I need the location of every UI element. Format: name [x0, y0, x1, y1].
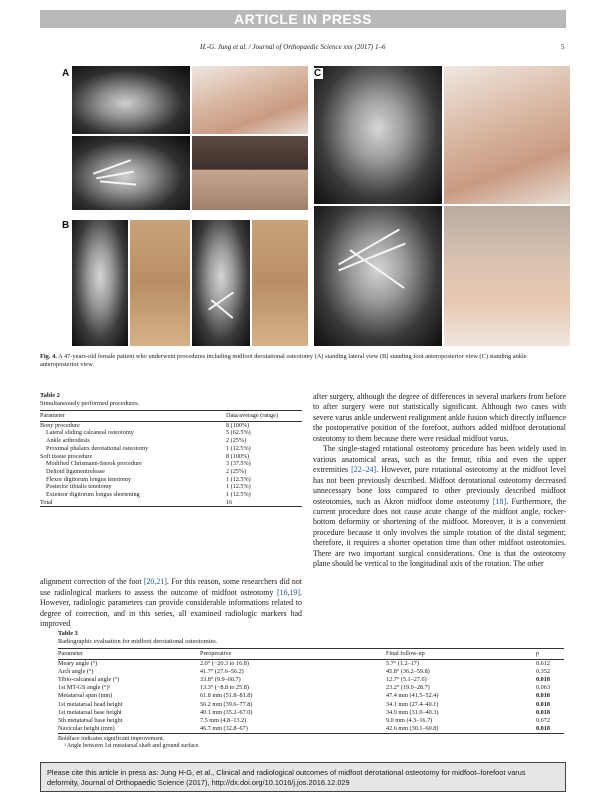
- table-row: [40, 429, 302, 437]
- panel-b-xray-postop-ap: [192, 220, 250, 346]
- table-2-title: Table 2: [40, 392, 60, 399]
- table-3-cell-p: 0.018: [536, 676, 550, 684]
- table-3-cell-preoperative: 40.1 mm (35.2–67.0): [200, 708, 253, 716]
- figure-4: [60, 66, 580, 348]
- paragraph-2: [313, 444, 566, 569]
- citation-link-20-21[interactable]: [20,21]: [143, 577, 167, 586]
- paragraph-1: after surgery, although the degree of differences in several markers from before to after surgery were not statistically significant. Although two cases with severe varus ankle underwent realignment ankle fusion which directly influence the postoperative position of the forefoot, authors added midfoot derotational osteotomy to them because there were residual midfoot varus.: [313, 392, 566, 443]
- table-3-subtitle: Radiographic evaluation for midfoot derotational osteotomies.: [58, 638, 218, 645]
- citation-link-18[interactable]: [18]: [492, 496, 507, 506]
- table-3-cell-final: 34.9 mm (31.0–40.3): [386, 708, 439, 716]
- panel-c-photo-postop: [444, 206, 570, 346]
- table-3-cell-preoperative: 41.7° (27.6–56.2): [200, 668, 244, 676]
- page-number: 5: [561, 43, 565, 51]
- table-row: [58, 660, 564, 668]
- table-row: [58, 725, 564, 733]
- body-text-right-column: [313, 392, 566, 570]
- table-2-cell-value: 2 (25%): [226, 437, 247, 445]
- panel-a-xray-preop-lateral: [72, 66, 190, 134]
- table-3-cell-preoperative: 33.8° (9.9–66.7): [200, 676, 241, 684]
- panel-c-xray-postop-ankle: [314, 206, 442, 346]
- table-3-cell-final: 47.4 mm (41.5–52.4): [386, 692, 439, 700]
- panel-a-photo-preop: [192, 66, 308, 134]
- table-2-cell-value: 5 (62.5%): [226, 429, 251, 437]
- text-left-segment: . However, radiologic parameters can provide considerable informations related to degree of correction, and in this series, all examined radiologic markers had improved: [40, 587, 302, 628]
- table-3-cell-preoperative: 56.2 mm (39.6–77.8): [200, 700, 253, 708]
- table-3-cell-preoperative: 7.5 mm (4.8–13.2): [200, 716, 247, 724]
- text-right-segment: The single-staged rotational osteotomy procedure has been widely used in various anatomical areas, such as the femur, tibia and even the upper extremities: [313, 444, 566, 475]
- citation-link-16-19[interactable]: [16,19]: [277, 587, 301, 597]
- table-2-cell-parameter: Lateral sliding calcaneal osteotomy: [46, 429, 134, 437]
- table-row: [40, 460, 302, 468]
- article-in-press-banner: ARTICLE IN PRESS: [40, 10, 566, 28]
- table-2-cell-value: 1 (12.5%): [226, 491, 251, 499]
- table-3-cell-final: 23.2° (19.0–28.7): [386, 684, 430, 692]
- table-3-note-boldface: Boldface indicates significant improvement.: [58, 735, 165, 742]
- table-2-cell-parameter: Deltoid ligamentrelease: [46, 467, 105, 475]
- panel-a-xray-postop-lateral: [72, 136, 190, 210]
- table-3-cell-p: 0.018: [536, 724, 550, 732]
- table-row: [58, 692, 564, 700]
- table-2-cell-value: 1 (12.5%): [226, 483, 251, 491]
- table-3-header-final-follow-up: Final follow-up: [386, 650, 425, 657]
- table-3-header-p: p: [536, 650, 540, 657]
- table-row: [58, 684, 564, 692]
- table-row: [58, 668, 564, 676]
- table-2-cell-parameter: Ankle arthrodesis: [46, 437, 90, 445]
- table-2-cell-parameter: Proximal phalanx derotational osteotomy: [46, 444, 149, 452]
- table-3-body: [58, 660, 564, 733]
- table-row: [58, 676, 564, 684]
- panel-label-c: C: [314, 68, 322, 79]
- table-row: [58, 701, 564, 709]
- table-row: [40, 445, 302, 453]
- table-3: [58, 630, 564, 751]
- text-left-segment: alignment correction of the foot: [40, 577, 144, 586]
- table-3-note-angle: ᵃ Angle between 1st metatarsal shaft and ground surface.: [64, 743, 200, 750]
- table-3-cell-parameter: Navicular height (mm): [58, 724, 115, 732]
- table-2-cell-parameter: Bony procedure: [40, 421, 80, 429]
- table-row: [40, 437, 302, 445]
- table-2-cell-value: 1 (12.5%): [226, 475, 251, 483]
- panel-label-a: A: [62, 68, 70, 79]
- table-3-title: Table 3: [58, 630, 78, 637]
- panel-b-photo-postop: [252, 220, 308, 346]
- body-text-left-column: [40, 577, 302, 630]
- table-row: [58, 709, 564, 717]
- citation-box: Please cite this article in press as: Jung H-G, et al., Clinical and radiological outcomes of midfoot derotational osteotomy for midfoot–forefoot varus deformity, Journal of Orthopaedic Science (2017), http://dx.doi.org/10.1016/j.jos.2016.12.029: [40, 762, 566, 792]
- text-left-segment: . For this reason, some researchers did not use radiological markers to assess the outcome of midfoot osteotomy: [40, 577, 302, 597]
- caption-text: A 47-years-old female patient who underwent procedures including midfoot derotational osteotomy (A) standing lateral view (B) standing foot anteroposterior view (C) standing ankle anteroposterior view.: [40, 353, 527, 368]
- table-2-body: [40, 422, 302, 507]
- table-2-header-parameter: Parameter: [40, 412, 66, 419]
- table-3-cell-final: 42.6 mm (30.1–60.8): [386, 724, 439, 732]
- table-3-cell-p: 0.018: [536, 708, 550, 716]
- table-row: [40, 499, 302, 507]
- table-2-cell-parameter: Total: [40, 498, 53, 506]
- table-3-cell-final: 34.1 mm (27.4–40.1): [386, 700, 439, 708]
- table-3-header-parameter: Parameter: [58, 650, 84, 657]
- table-3-header-preoperative: Preoperative: [200, 650, 232, 657]
- table-row: [40, 453, 302, 461]
- table-3-cell-p: 0.352: [536, 668, 550, 676]
- table-2-cell-value: 3 (37.5%): [226, 460, 251, 468]
- panel-c-xray-preop-ankle: [314, 66, 442, 204]
- citation-link-22-24[interactable]: [22–24]: [351, 465, 377, 475]
- table-2-cell-parameter: Flexor digitorum longus tenotomy: [46, 475, 132, 483]
- table-3-cell-p: 0.612: [536, 660, 550, 668]
- table-2-cell-value: 8 (100%): [226, 421, 250, 429]
- text-right-segment: . Furthermore, the current procedure does not cause acute change of the midfoot angle, rocker-bottom deformity or shortening of the midfoot. Moreover, it is a convenient procedure because it only involves the simple rotation of the distal segment; therefore, it requires a shorter operation time than other midfoot osteotomies. There are two important surgical considerations. One is that the osteotomy plane should be vertical to the longitudinal axis of the rotation. The other: [313, 496, 566, 569]
- table-3-cell-parameter: Meary angle (°): [58, 660, 98, 668]
- panel-b-photo-preop: [130, 220, 190, 346]
- table-3-cell-parameter: 1st MT-GS angle (°)ᵃ: [58, 684, 111, 692]
- table-row: [40, 491, 302, 499]
- table-2-cell-parameter: Posterior tibialis tenotomy: [46, 483, 112, 491]
- panel-c-photo-preop: [444, 66, 570, 204]
- table-3-cell-final: 9.0 mm (4.3–16.7): [386, 716, 433, 724]
- table-2-cell-value: 2 (25%): [226, 467, 247, 475]
- table-3-cell-p: 0.063: [536, 684, 550, 692]
- table-2-header-data: Data/average (range): [226, 412, 279, 419]
- table-3-header-row: [58, 649, 564, 659]
- table-2-subtitle: Simultaneously performed procedures.: [40, 400, 140, 407]
- figure-caption: [40, 353, 566, 369]
- table-3-cell-final: 5.7° (1.2–17): [386, 660, 419, 668]
- table-3-cell-final: 45.8° (36.2–59.8): [386, 668, 430, 676]
- table-2-cell-value: 8 (100%): [226, 452, 250, 460]
- table-3-cell-preoperative: 61.8 mm (51.8–81.8): [200, 692, 253, 700]
- table-row: [40, 483, 302, 491]
- table-2-cell-value: 1 (12.5%): [226, 444, 251, 452]
- panel-a-photo-postop: [192, 136, 308, 210]
- table-3-cell-p: 0.672: [536, 716, 550, 724]
- table-2-cell-parameter: Modified Chrismann-Snook procedure: [46, 460, 142, 468]
- table-3-cell-parameter: 1st metatarsal head height: [58, 700, 123, 708]
- table-3-cell-parameter: Metatarsal span (mm): [58, 692, 113, 700]
- caption-label: Fig. 4.: [40, 353, 57, 360]
- table-3-cell-parameter: Arch angle (°): [58, 668, 94, 676]
- table-2-cell-value: 16: [226, 498, 233, 506]
- table-3-cell-final: 12.7° (5.1–27.6): [386, 676, 427, 684]
- table-3-cell-parameter: Tibio-calcaneal angle (°): [58, 676, 120, 684]
- table-3-cell-p: 0.018: [536, 700, 550, 708]
- table-2-header-row: [40, 411, 302, 421]
- table-3-cell-preoperative: 46.7 mm (32.8–67): [200, 724, 248, 732]
- table-3-cell-preoperative: 13.3° (−8.8 to 25.8): [200, 684, 249, 692]
- table-3-cell-parameter: 1st metatarsal base height: [58, 708, 122, 716]
- table-row: [58, 717, 564, 725]
- table-2-cell-parameter: Extensor digitorum longus shortening: [46, 491, 140, 499]
- table-row: [40, 468, 302, 476]
- table-2-cell-parameter: Soft tissue procedure: [40, 452, 93, 460]
- table-3-cell-p: 0.018: [536, 692, 550, 700]
- table-row: [40, 422, 302, 430]
- running-head: H.-G. Jung et al. / Journal of Orthopaedic Science xxx (2017) 1–6: [200, 43, 386, 51]
- panel-label-b: B: [62, 220, 70, 231]
- table-row: [40, 476, 302, 484]
- table-2: [40, 392, 302, 507]
- text-right-segment: . However, pure rotational osteotomy at the midfoot level has not been previously described. Midfoot derotational osteotomy decreased unnecessary bone loss compared to other previously described midfoot osteotomies, such as Akron midfoot dome osteotomy: [313, 465, 567, 506]
- table-3-notes: [58, 736, 564, 751]
- table-3-cell-parameter: 5th metatarsal base height: [58, 716, 123, 724]
- table-3-cell-preoperative: 2.0° (−20.3 to 16.8): [200, 660, 249, 668]
- panel-b-xray-preop-ap: [72, 220, 128, 346]
